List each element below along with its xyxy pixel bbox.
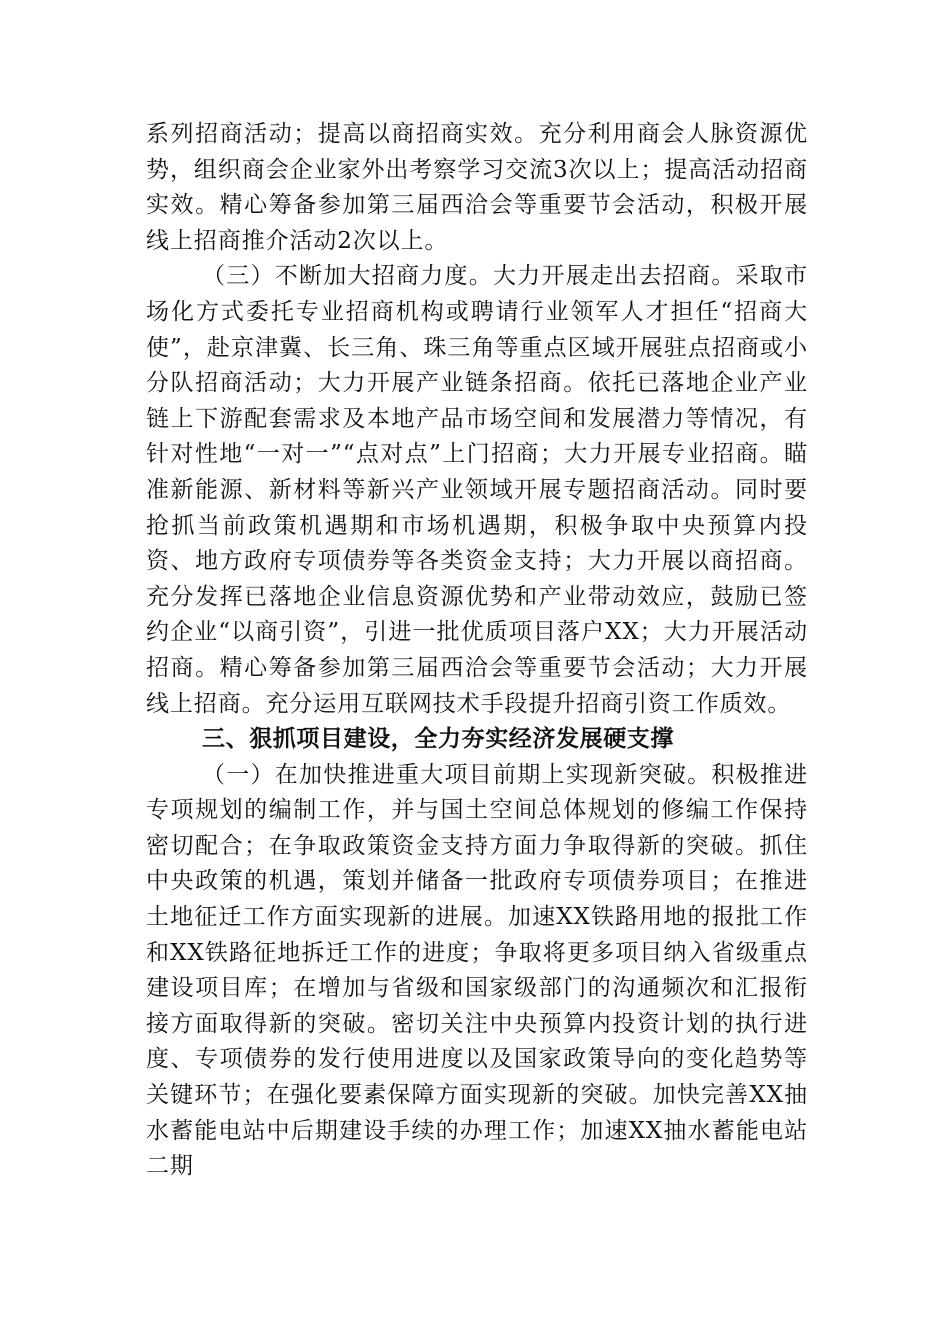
section-heading-project-construction: 三、狠抓项目建设，全力夯实经济发展硬支撑 [202, 726, 674, 753]
paragraph-major-projects: （一）在加快推进重大项目前期上实现新突破。积极推进专项规划的编制工作，并与国土空间总体规划的修编工作保持密切配合；在争取政策资金支持方面力争取得新的突破。抓住中央政策的机遇，策划并储备一批政府专项债券项目；在推进土地征迁工作方面实现新的进展。加速XX铁路用地的报批工作和XX铁路征地拆迁工作的进度；争取将更多项目纳入省级重点建设项目库；在增加与省级和国家级部门的沟通频次和汇报衔接方面取得新的突破。密切关注中央预算内投资计划的执行进度、专项债券的发行使用进度以及国家政策导向的变化趋势等关键环节；在强化要素保障方面实现新的突破。加快完善XX抽水蓄能电站中后期建设手续的办理工作；加速XX抽水蓄能电站二期 [146, 761, 808, 1180]
paragraph-continued: 系列招商活动；提高以商招商实效。充分利用商会人脉资源优势，组织商会企业家外出考察学习交流3次以上；提高活动招商实效。精心筹备参加第三届西洽会等重要节会活动，积极开展线上招商推介活动2次以上。 [146, 121, 808, 254]
document-page [146, 117, 808, 1185]
paragraph-investment-intensity: （三）不断加大招商力度。大力开展走出去招商。采取市场化方式委托专业招商机构或聘请行业领军人才担任“招商大使”，赴京津冀、长三角、珠三角等重点区域开展驻点招商或小分队招商活动；大力开展产业链条招商。依托已落地企业产业链上下游配套需求及本地产品市场空间和发展潜力等情况，有针对性地“一对一”“点对点”上门招商；大力开展专业招商。瞄准新能源、新材料等新兴产业领域开展专题招商活动。同时要抢抓当前政策机遇期和市场机遇期，积极争取中央预算内投资、地方政府专项债券等各类资金支持；大力开展以商招商。充分发挥已落地企业信息资源优势和产业带动效应，鼓励已签约企业“以商引资”，引进一批优质项目落户XX；大力开展活动招商。精心筹备参加第三届西洽会等重要节会活动；大力开展线上招商。充分运用互联网技术手段提升招商引资工作质效。 [146, 263, 808, 717]
